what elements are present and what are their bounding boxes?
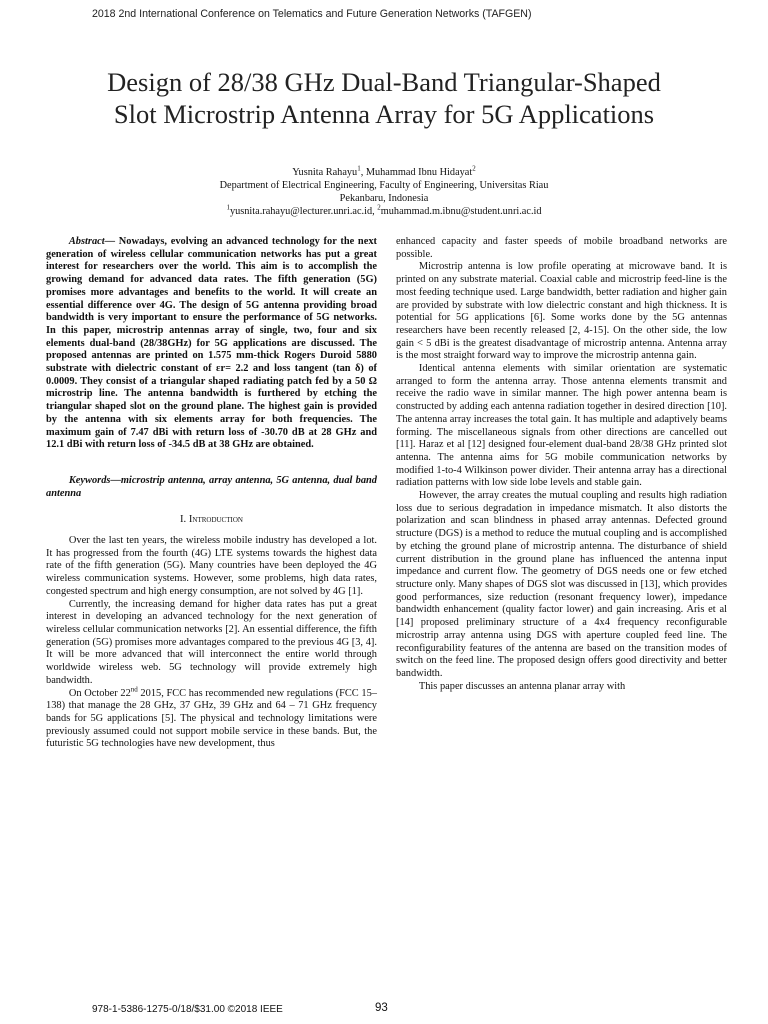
right-column: [396, 236, 727, 693]
email-1-sup: 1: [226, 203, 230, 212]
keywords-text: microstrip antenna, array antenna, 5G antenna, dual band antenna: [46, 474, 377, 499]
paragraph-october: [46, 685, 377, 752]
section-heading-introduction: [46, 514, 377, 527]
email-2: muhammad.m.ibnu@student.unri.ac.id: [380, 206, 542, 217]
october-after: 2015, FCC has recommended new regulations (FCC 15–138) that manage the 28 GHz, 37 GHz, 39 GHz and 64 – 71 GHz frequency bands for 5G applications [5]. The physical and technology limitations were previously assumed could not support mobile service in these bands. But, the futuristic 5G technologies have new development, thus: [46, 687, 377, 750]
author-2: Muhammad Ibnu Hidayat: [365, 167, 473, 178]
author-1: Yusnita Rahayu: [292, 167, 358, 178]
october-sup: nd: [130, 685, 138, 694]
keywords: [46, 475, 377, 500]
author-names: [20, 166, 748, 179]
paragraph: Identical antenna elements with similar orientation are systematic arranged to form the antenna array. Those antenna elements transmit and receive the radio wave in similar manner. The high power antenna beam is constructed by adding each antenna radiation together in desired direction [10]. The antenna array increases the total gain. It has multiple and adaptively beams forming. The miscellaneous signals from other directions are cancelled out [11]. Haraz et al [12] designed four-element dual-band 28/38 GHz printed slot antenna. The antenna aims for 5G mobile communication networks by modified 1-to-4 Wilkinson power divider. Their antenna array has a directional radiation patterns with low side lobe levels and stable gain.: [396, 363, 727, 489]
paragraph: However, the array creates the mutual coupling and results high radiation loss due to serious degradation in impedance mismatch. It also distorts the polarization and scan blindness in phased array antennas. Defected ground structure (DGS) is a method to reduce the mutual coupling and is accomplished by etching the ground plane of microstrip antenna. The disturbance of shield current distribution in the ground plane has influenced the antenna input impedance and current flow. The geometry of DGS needs one or few etched structure only. Many shapes of DGS slot was discussed in [13], which provides good performances, size reduction (resonant frequency lower), impedance bandwidth enhancement (quality factor lower) and gain increasing. Aris et al [14] proposed preliminary structure of a 4x4 frequency reconfigurable microstrip array antenna using DGS with aperture coupled feed line. The reconfigurability features of the antenna are based on the transition modes of switch on the feed line. The proposed design offers good directivity and better bandwidth.: [396, 490, 727, 679]
email-2-sup: 2: [377, 203, 381, 212]
abstract-dash: —: [104, 236, 119, 247]
keywords-label: Keywords—: [68, 474, 121, 486]
paragraph: This paper discusses an antenna planar array with: [418, 680, 626, 692]
paragraph: Over the last ten years, the wireless mobile industry has developed a lot. It has progressed from the fourth (4G) LTE systems towards the highest data rate of the fifth generation (5G). Many countries have been deployed the 4G wireless communication systems. However, some problems, high data rates, congested spectrum and high energy consumption, are not solved by 4G [1].: [46, 535, 377, 597]
footer-isbn: 978-1-5386-1275-0/18/$31.00 ©2018 IEEE: [92, 1004, 283, 1015]
title-line-1: Design of 28/38 GHz Dual-Band Triangular-Shaped: [107, 67, 661, 97]
paper-title: [20, 66, 748, 130]
paragraph: Microstrip antenna is low profile operating at microwave band. It is printed on any substrate material. Coaxial cable and microstrip feed-line is the most feeding technique used. Large bandwidth, better radiation and higher gain are provided by substrate with low dielectric constant and high thickness. It is potential for 5G applications [6]. Some works done by the 5G antennas researchers have been recently released [2, 4-15]. On the other side, the low gain < 5 dBi is the greatest disadvantage of microstrip antenna. Antenna array is the most straight forward way to improve the microstrip antenna gain.: [396, 261, 727, 362]
abstract: [46, 236, 377, 452]
affiliation: Department of Electrical Engineering, Faculty of Engineering, Universitas Riau: [219, 180, 549, 191]
title-line-2: Slot Microstrip Antenna Array for 5G Applications: [113, 99, 655, 129]
paragraph: enhanced capacity and faster speeds of mobile broadband networks are possible.: [396, 236, 727, 260]
abstract-text: Nowadays, evolving an advanced technology for the next generation of wireless cellular communication networks has put a great interest for researchers over the world. This aim is to accomplish the growing demand for advanced data rates. The fifth generation (5G) promises more advantages and benefits to the world. It will create an essential difference over 4G. The design of 5G antenna providing broad bandwidth is very important to ensure the performance of 5G networks. In this paper, microstrip antennas array of single, two, four and six elements dual-band (28/38GHz) for 5G applications are discussed. The proposed antennas are printed on 1.575 mm-thick Rogers Duroid 5880 substrate with dielectric constant of εr= 2.2 and loss tangent (tan δ) of 0.0009. They consist of a triangular shaped radiating patch fed by a 50 Ω microstrip line. The antenna bandwidth is furthered by etching the triangular shaped slot on the ground plane. The highest gain is provided by the antenna with six elements array for both frequencies. The maximum gain of 7.47 dBi with return loss of -30.70 dB at 28 GHz and 12.1 dBi with return loss of -34.5 dB at 38 GHz are obtained.: [46, 236, 377, 451]
author-2-sup: 2: [472, 164, 476, 173]
page-number: 93: [375, 1002, 388, 1014]
city: Pekanbaru, Indonesia: [339, 193, 429, 204]
emails: [20, 205, 748, 218]
author-block: [20, 166, 748, 218]
paragraph: Currently, the increasing demand for higher data rates has put a great interest in developing an advanced technology for the next generation of wireless cellular communication networks [2]. An essential difference, the fifth generation (5G) promises more advantages compared to the previous 4G [3, 4]. It will be more advanced that will interconnect the entire world through worldwide wireless web. 5G technology will provide extremely high bandwidth.: [46, 598, 377, 686]
email-1: yusnita.rahayu@lecturer.unri.ac.id,: [229, 206, 378, 217]
abstract-label: Abstract: [68, 236, 105, 247]
conference-header: 2018 2nd International Conference on Telematics and Future Generation Networks (TAFGEN): [92, 8, 532, 20]
left-column: [46, 236, 377, 751]
october-before: On October 22: [68, 687, 131, 699]
section-number: I.: [180, 514, 189, 526]
author-1-sup: 1: [357, 164, 361, 173]
section-title: Introduction: [188, 514, 243, 526]
author-separator: ,: [360, 167, 366, 178]
